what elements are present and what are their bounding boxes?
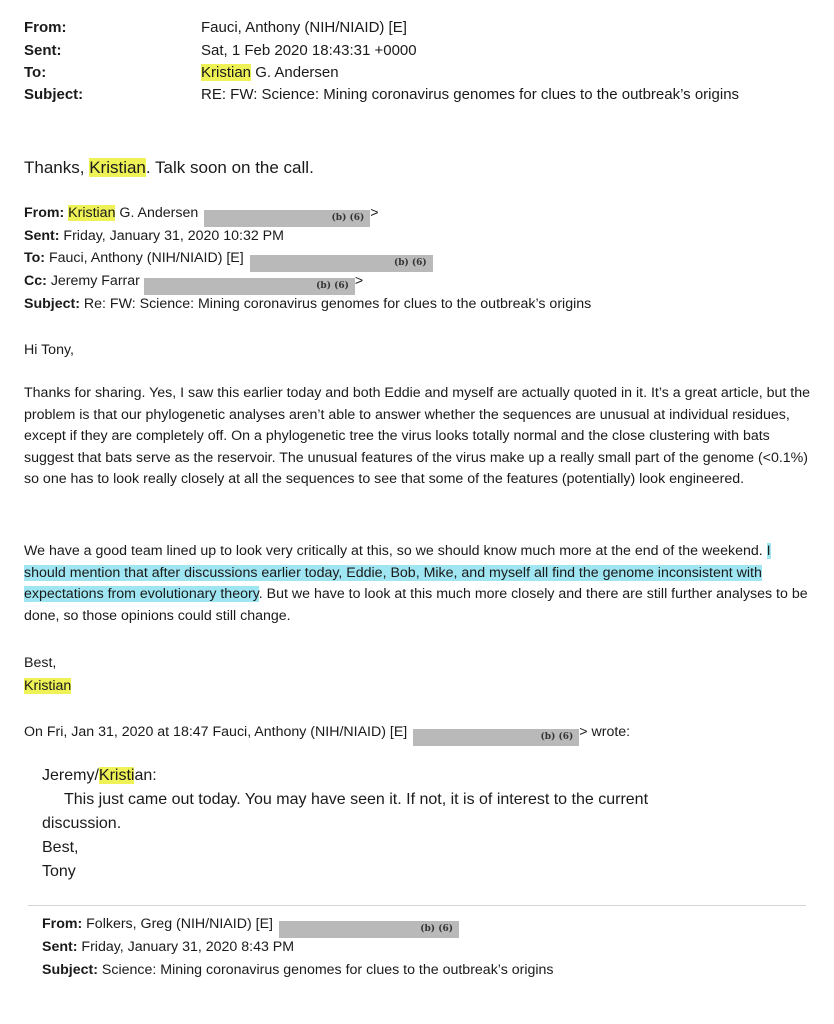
forwarded-from-line: From: Folkers, Greg (NIH/NIAID) [E] (b) (6) [42, 916, 459, 938]
header-subject-label: Subject: [24, 86, 84, 103]
redaction-box: (b) (6) [279, 921, 459, 938]
header-from-value: Fauci, Anthony (NIH/NIAID) [E] [201, 19, 407, 36]
body-closing: Best, [24, 655, 57, 671]
highlight-claim: I should mention that after discussions earlier today, Eddie, Bob, Mike, and myself all find the genome inconsistent with expectations from evolutionary theory [24, 543, 771, 602]
body-greeting: Hi Tony, [24, 342, 74, 358]
nested-closing: Best, [42, 839, 79, 856]
body-paragraph-1: Thanks for sharing. Yes, I saw this earlier today and both Eddie and myself are actually quoted in it. It’s a great article, but the problem is that our phylogenetic analyses aren’t able to answer whether the sequences are unusual at individual residues, except if they are completely off. On a phylogenetic tree the virus looks totally normal and the close clustering with bats suggest that bats serve as the reservoir. The unusual features of the virus make up a really small part of the genome (<0.1%) so one has to look really closely at all the sequences to see that some of the features (potentially) look engineered. [24, 385, 811, 487]
header-to-label: To: [24, 64, 47, 81]
redaction-box: (b) (6) [250, 255, 433, 272]
quoted-cc-line: Cc: Jeremy Farrar (b) (6) > [24, 273, 363, 295]
body-signature [24, 678, 71, 694]
header-from-label: From: [24, 19, 67, 36]
header-sent-label: Sent: [24, 42, 62, 59]
forwarded-subject-line: Subject: Science: Mining coronavirus genomes for clues to the outbreak’s origins [42, 962, 554, 978]
nested-signature: Tony [42, 863, 76, 880]
highlight-name: Kristian [24, 678, 72, 694]
header-to-value: Kristian G. Andersen [201, 64, 339, 81]
on-wrote-line: On Fri, Jan 31, 2020 at 18:47 Fauci, Anthony (NIH/NIAID) [E] (b) (6) > wrote: [24, 724, 630, 746]
body-paragraph-2: We have a good team lined up to look very critically at this, so we should know much more at the end of the weekend. I should mention that after discussions earlier today, Eddie, Bob, Mike, and myself all find the genome inconsistent with expectations from evolutionary theory. But we have to look at this much more closely and there are still further analyses to be done, so those opinions could still change. [24, 543, 808, 624]
quoted-subject-line: Subject: Re: FW: Science: Mining coronavirus genomes for clues to the outbreak’s origins [24, 296, 592, 312]
highlight-name: Kristian [89, 158, 146, 177]
redaction-box: (b) (6) [413, 729, 579, 746]
reply-text: Thanks, Kristian. Talk soon on the call. [24, 158, 314, 177]
divider [28, 905, 806, 906]
quoted-from-line: From: Kristian G. Andersen (b) (6) > [24, 205, 379, 227]
highlight-name: Kristi [98, 767, 135, 784]
highlight-name: Kristian [68, 205, 116, 221]
quoted-sent-line: Sent: Friday, January 31, 2020 10:32 PM [24, 228, 284, 244]
header-subject-value: RE: FW: Science: Mining coronavirus genomes for clues to the outbreak’s origins [201, 86, 740, 103]
header-sent-value: Sat, 1 Feb 2020 18:43:31 +0000 [201, 42, 417, 59]
nested-line-2: discussion. [42, 815, 122, 832]
forwarded-sent-line: Sent: Friday, January 31, 2020 8:43 PM [42, 939, 295, 955]
redaction-box: (b) (6) [204, 210, 370, 227]
highlight-name: Kristian [201, 64, 252, 81]
nested-line-1: This just came out today. You may have seen it. If not, it is of interest to the current [64, 791, 649, 808]
nested-salutation: Jeremy/Kristian: [42, 767, 157, 784]
redaction-box: (b) (6) [144, 278, 355, 295]
quoted-to-line: To: Fauci, Anthony (NIH/NIAID) [E] (b) (6) [24, 250, 433, 272]
